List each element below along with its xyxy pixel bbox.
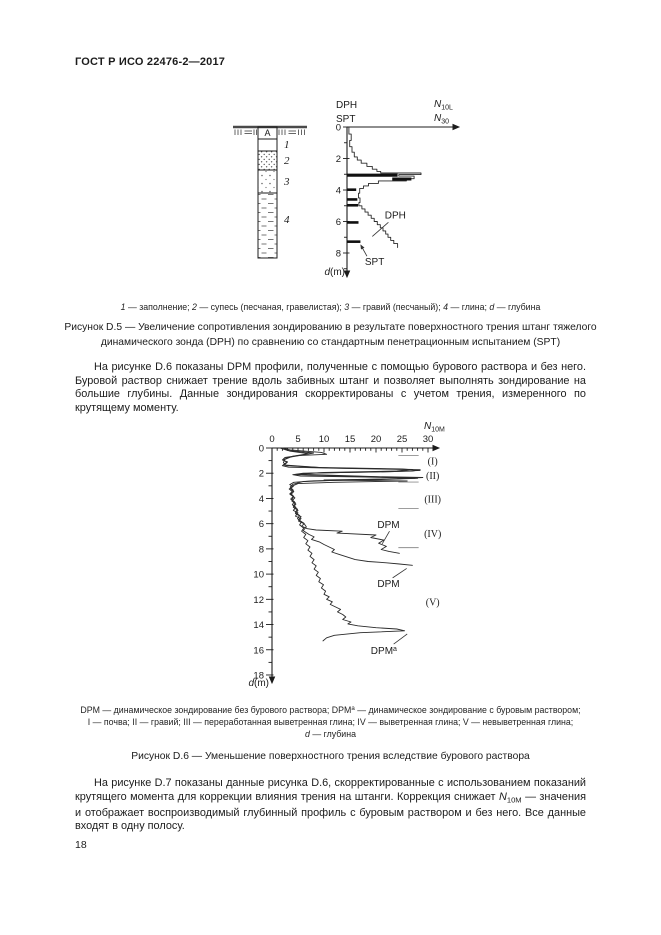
svg-text:6: 6	[335, 217, 341, 228]
svg-text:14: 14	[253, 620, 264, 632]
svg-text:12: 12	[253, 594, 264, 606]
svg-text:10: 10	[253, 569, 264, 581]
svg-text:0: 0	[258, 443, 264, 455]
svg-text:18: 18	[253, 670, 264, 682]
svg-text:0: 0	[269, 434, 275, 445]
dph-axis-title: DPH	[336, 100, 358, 111]
dpm-chart	[248, 421, 445, 689]
svg-text:0: 0	[335, 122, 341, 134]
zone-label-III: (III)	[424, 494, 442, 506]
figure-d6-caption: Рисунок D.6 — Уменьшение поверхностного трения вследствие бурового раствора	[131, 751, 530, 762]
paragraph-d7-intro: На рисунке D.7 показаны данные рисунка D.6, скорректированные с использованием показаний крутящего момента для коррекции влияния трения на штанги. Коррекция снижает $N_{10M}$ — значения и отображает воспроизводимый глубинный профиль с буровым раствором и без него. Все данные входят в одну полосу.	[75, 777, 586, 833]
svg-text:16: 16	[253, 645, 264, 657]
spt-axis-title: SPT	[336, 114, 356, 125]
layer-3-gravel-fill	[259, 170, 277, 193]
layer-4-clay-fill	[259, 193, 277, 258]
layer-2-label: 2	[284, 155, 290, 167]
paragraph-d6-intro: На рисунке D.6 показаны DPM профили, полученные с помощью бурового раствора и без него. Буровой раствор снижает трение вдоль забивных штанг и позволяет выполнять зондирование на большие глубины. Данные зондирования скорректированы с учетом трения, измеренного по крутящему моменту.	[75, 361, 586, 415]
svg-text:4: 4	[335, 185, 341, 197]
dph-annotation: DPH	[384, 210, 406, 222]
zone-label-I: (I)	[427, 456, 438, 468]
layer-2-sand-fill	[259, 151, 277, 170]
casing-label: A	[264, 128, 271, 138]
zone-label-IV: (IV)	[424, 529, 442, 541]
n30-axis-label: $N_{30}$	[434, 113, 450, 126]
zone-label-II: (II)	[426, 471, 440, 483]
figure-d5-legend: 1 — заполнение; 2 — супесь (песчаная, гравелистая); 3 — гравий (песчаный); 4 — глина; d — глубина	[120, 302, 541, 312]
svg-text:6: 6	[258, 519, 264, 531]
spt-annotation: SPT	[364, 257, 385, 269]
dpm-annotation: DPM	[377, 579, 400, 591]
figure-d6-legend-line1: DPM — динамическое зондирование без бурового раствора; $DPM^а$ — динамическое зондирование с буровым раствором;	[80, 705, 581, 716]
layer-3-label: 3	[284, 176, 290, 188]
svg-text:15: 15	[344, 434, 356, 445]
svg-text:8: 8	[258, 544, 264, 556]
svg-text:20: 20	[370, 434, 382, 445]
dpm-annotation: $DPM^а$	[370, 645, 397, 657]
page-header: ГОСТ Р ИСО 22476-2—2017	[75, 56, 226, 68]
figure-d5-caption: Рисунок D.5 — Увеличение сопротивления зондированию в результате поверхностного трения штанг тяжелого динамического зонда (DPH) по сравнению со стандартным пенетрационным испытанием (SPT)	[64, 322, 597, 348]
depth-axis-label: d(m)	[324, 267, 345, 278]
svg-text:10: 10	[318, 434, 330, 445]
ground-hatch-right	[279, 130, 305, 136]
zone-label-V: (V)	[425, 597, 440, 609]
figure-d6-legend	[30, 703, 631, 740]
svg-text:4: 4	[258, 493, 264, 505]
figure-d5	[228, 93, 478, 298]
borehole-diagram	[233, 127, 307, 258]
svg-text:5: 5	[295, 434, 301, 445]
dph-spt-chart	[324, 99, 459, 278]
svg-text:25: 25	[396, 434, 408, 445]
dpm-profile-curve	[282, 448, 420, 553]
figure-d6	[230, 413, 550, 705]
n10l-axis-label: $N_{10L}$	[434, 99, 453, 112]
dpm-annotation: DPM	[377, 519, 400, 531]
svg-text:30: 30	[422, 434, 434, 445]
figure-d6-legend-line3: d — глубина	[305, 729, 356, 740]
svg-text:2: 2	[258, 468, 264, 480]
layer-1-label: 1	[284, 139, 290, 151]
depth-axis-label: d(m)	[248, 678, 269, 689]
figure-d6-legend-line2: I — почва; II — гравий; III — переработанная выветренная глина; IV — выветренная глина; V — невыветренная глина;	[87, 717, 574, 728]
ground-hatch-left	[235, 130, 257, 136]
dph-profile-curve	[349, 127, 421, 248]
svg-text:2: 2	[335, 154, 341, 165]
svg-text:8: 8	[335, 248, 341, 260]
n10m-axis-label: $N_{10M}$	[424, 421, 445, 434]
layer-4-label: 4	[284, 214, 290, 226]
page-number: 18	[75, 839, 87, 851]
